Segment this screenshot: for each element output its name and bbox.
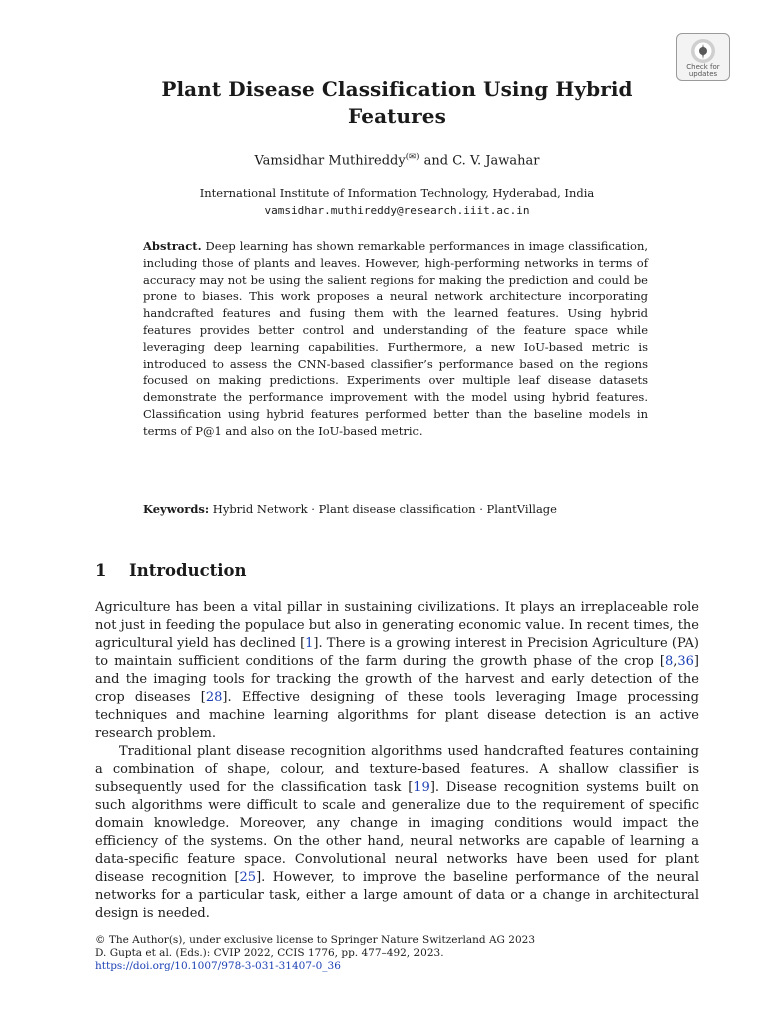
section-heading [95,561,247,581]
abstract-label: Abstract. [143,239,202,253]
badge-label-2: updates [688,70,718,78]
keywords-text: Hybrid Network · Plant disease classification · PlantVillage [212,502,557,516]
abstract-text: Deep learning has shown remarkable performances in image classification, including those of plants and leaves. However, high-performing networks in terms of accuracy may not be using the salient regions for making the prediction and could be prone to biases. This work proposes a neural network architecture incorporating handcrafted features and fusing them with the learned features. Using hybrid features provides better control and understanding of the feature space while leveraging deep learning capabilities. Furthermore, a new IoU-based metric is introduced to assess the CNN-based classifier’s performance based on the regions focused on making predictions. Experiments over multiple leaf disease datasets demonstrate the performance improvement with the model using hybrid features. Classification using hybrid features performed better than the baseline models in terms of P@1 and also on the IoU-based metric. [143,239,649,438]
p1-text-4: ] and the imaging tools for tracking the growth of the harvest and early detection of the crop diseases [ [95,654,699,705]
keywords [143,501,648,518]
p1-text-1: Agriculture has been a vital pillar in sustaining civilizations. It plays an irreplaceable role not just in feeding the populace but also in generating economic value. In recent times, the agricultural yield has declined [ [95,600,699,651]
p2-text-3: ]. However, to improve the baseline performance of the neural networks for a particular task, either a large amount of data or a change in architectural design is needed. [95,870,699,921]
citation-link[interactable]: 28 [205,690,223,705]
paper-title [100,76,694,130]
check-for-updates-badge[interactable] [676,33,730,81]
badge-label-1: Check for [686,63,720,71]
p2-text-1: Traditional plant disease recognition algorithms used handcrafted features containing a combination of shape, colour, and texture-based features. A shallow classifier is subsequently used for the classification task [ [95,744,699,795]
citation-line: D. Gupta et al. (Eds.): CVIP 2022, CCIS 1776, pp. 477–492, 2023. [95,947,444,959]
license-line: © The Author(s), under exclusive license to Springer Nature Switzerland AG 2023 [95,934,535,946]
doi-link[interactable]: https://doi.org/10.1007/978-3-031-31407-0_36 [95,960,341,972]
affiliation [100,185,694,219]
copyright-footer [95,934,699,973]
paragraph-1 [95,599,699,743]
crossmark-icon [690,38,716,64]
citation-link[interactable]: 19 [413,780,430,795]
p1-text-2: ]. There is a growing interest in Precision Agriculture (PA) to maintain sufficient conditions of the farm during the growth phase of the crop [ [95,636,699,669]
author-rest: and C. V. Jawahar [419,153,540,169]
author-email[interactable]: vamsidhar.muthireddy@research.iiit.ac.in [264,204,530,217]
p2-text-2: ]. Disease recognition systems built on such algorithms were difficult to scale and generalize due to the requirement of specific domain knowledge. Moreover, any change in imaging conditions would impact the efficiency of the systems. On the other hand, neural networks are capable of learning a data-specific feature space. Convolutional neural networks have been used for plant disease recognition [ [95,780,699,885]
section-title: Introduction [129,561,247,580]
paragraph-2 [95,743,699,923]
p1-text-3: , [673,654,678,669]
citation-link[interactable]: 8 [664,654,674,669]
institute: International Institute of Information Technology, Hyderabad, India [199,186,595,200]
citation-link[interactable]: 36 [677,654,694,669]
section-number: 1 [95,561,107,580]
authors [100,149,694,169]
keywords-label: Keywords: [143,502,210,516]
corresponding-mark: (✉) [405,152,420,162]
abstract [143,238,648,440]
title-line-1: Plant Disease Classification Using Hybrid [161,77,633,101]
author-first: Vamsidhar Muthireddy [254,153,406,169]
citation-link[interactable]: 25 [239,870,257,885]
title-line-2: Features [348,104,446,128]
citation-link[interactable]: 1 [305,636,314,651]
p1-text-5: ]. Effective designing of these tools leveraging Image processing techniques and machine learning algorithms for plant disease detection is an active research problem. [95,690,699,741]
body-text [95,599,699,923]
